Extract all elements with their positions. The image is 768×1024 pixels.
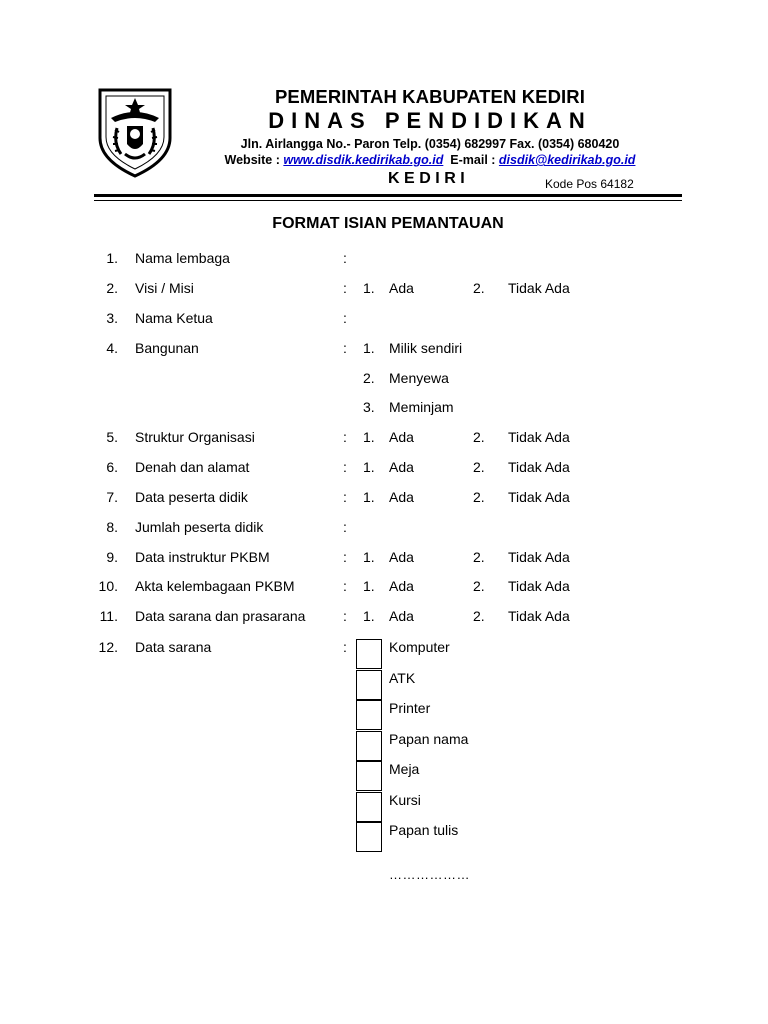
item-colon: : bbox=[343, 608, 347, 624]
sarana-option-label: Kursi bbox=[389, 791, 421, 808]
item-label: Jumlah peserta didik bbox=[135, 519, 264, 535]
option-1-label: Ada bbox=[389, 489, 414, 505]
form-row bbox=[0, 578, 768, 598]
item-label: Nama Ketua bbox=[135, 310, 213, 326]
item-label: Denah dan alamat bbox=[135, 459, 250, 475]
option-2-label: Tidak Ada bbox=[508, 549, 570, 565]
item-number: 6. bbox=[106, 459, 118, 475]
form-row bbox=[0, 399, 768, 419]
letterhead-rule-thick bbox=[94, 194, 682, 197]
item-number: 7. bbox=[106, 489, 118, 505]
option-1-label: Ada bbox=[389, 578, 414, 594]
item-number: 8. bbox=[106, 519, 118, 535]
option-2-label: Tidak Ada bbox=[508, 578, 570, 594]
item-label: Akta kelembagaan PKBM bbox=[135, 578, 295, 594]
option-2-number: 2. bbox=[473, 489, 485, 505]
item-colon: : bbox=[343, 310, 347, 326]
option-1-label: Ada bbox=[389, 608, 414, 624]
sarana-checkbox[interactable] bbox=[356, 822, 382, 852]
more-options-dots: ……………… bbox=[389, 867, 470, 882]
form-row bbox=[0, 370, 768, 390]
form-row bbox=[0, 280, 768, 300]
postal-code: Kode Pos 64182 bbox=[545, 177, 634, 191]
option-1-number: 1. bbox=[363, 429, 375, 445]
item-label: Data sarana dan prasarana bbox=[135, 608, 306, 624]
option-2-number: 2. bbox=[473, 549, 485, 565]
form-row bbox=[0, 310, 768, 330]
item-label: Bangunan bbox=[135, 340, 199, 356]
item-number: 3. bbox=[106, 310, 118, 326]
city-name: KEDIRI bbox=[388, 170, 470, 187]
website-link[interactable]: www.disdik.kedirikab.go.id bbox=[283, 153, 444, 167]
agency-address: Jln. Airlangga No.- Paron Telp. (0354) 682997 Fax. (0354) 680420 bbox=[240, 137, 620, 151]
sarana-option-label: Printer bbox=[389, 700, 431, 716]
option-1-label: Milik sendiri bbox=[389, 340, 463, 356]
option-2-label: Tidak Ada bbox=[508, 280, 570, 296]
form-row bbox=[0, 608, 768, 628]
option-1-number: 1. bbox=[363, 340, 375, 356]
website-label: Website : bbox=[224, 153, 284, 167]
option-1-label: Ada bbox=[389, 429, 414, 445]
option-1-number: 1. bbox=[363, 489, 375, 505]
item-number: 10. bbox=[98, 578, 118, 594]
option-1-number: 1. bbox=[363, 549, 375, 565]
option-2-label: Tidak Ada bbox=[508, 459, 570, 475]
form-row bbox=[0, 340, 768, 360]
option-2-number: 2. bbox=[473, 459, 485, 475]
option-2-number: 2. bbox=[473, 608, 485, 624]
agency-name: DINAS PENDIDIKAN bbox=[268, 108, 592, 133]
sarana-option-label: Meja bbox=[389, 761, 420, 777]
option-2-label: Tidak Ada bbox=[508, 608, 570, 624]
form-row bbox=[0, 549, 768, 569]
item-number: 9. bbox=[106, 549, 118, 565]
sarana-checkbox[interactable] bbox=[356, 700, 382, 730]
email-label: E-mail : bbox=[450, 153, 499, 167]
kediri-regency-emblem bbox=[97, 88, 173, 178]
sarana-option-label: Papan tulis bbox=[389, 822, 459, 838]
form-row bbox=[0, 489, 768, 509]
item-colon: : bbox=[343, 280, 347, 296]
sarana-checkbox[interactable] bbox=[356, 670, 382, 700]
option-2-number: 2. bbox=[473, 578, 485, 594]
item-label: Visi / Misi bbox=[135, 280, 194, 296]
form-row bbox=[0, 429, 768, 449]
item-number: 1. bbox=[106, 250, 118, 266]
option-1-number: 3. bbox=[363, 399, 375, 415]
sarana-option-label: Papan nama bbox=[389, 730, 469, 747]
item-colon: : bbox=[343, 639, 347, 655]
option-1-number: 1. bbox=[363, 280, 375, 296]
option-2-number: 2. bbox=[473, 280, 485, 296]
sarana-checkbox[interactable] bbox=[356, 731, 382, 761]
option-1-number: 1. bbox=[363, 608, 375, 624]
item-number: 12. bbox=[98, 639, 118, 655]
option-2-label: Tidak Ada bbox=[508, 489, 570, 505]
government-name: PEMERINTAH KABUPATEN KEDIRI bbox=[274, 86, 585, 107]
item-colon: : bbox=[343, 519, 347, 535]
option-2-label: Tidak Ada bbox=[508, 429, 570, 445]
form-row bbox=[0, 250, 768, 270]
sarana-option-label: ATK bbox=[389, 669, 416, 686]
item-number: 11. bbox=[99, 608, 118, 624]
letterhead-rule-thin bbox=[94, 200, 682, 201]
item-colon: : bbox=[343, 340, 347, 356]
item-number: 2. bbox=[106, 280, 118, 296]
option-1-number: 1. bbox=[363, 459, 375, 475]
option-2-number: 2. bbox=[473, 429, 485, 445]
contact-line bbox=[180, 153, 680, 167]
item-label: Nama lembaga bbox=[135, 250, 230, 266]
option-1-label: Ada bbox=[389, 280, 414, 296]
item-colon: : bbox=[343, 429, 347, 445]
form-row bbox=[0, 639, 768, 659]
option-1-label: Ada bbox=[389, 549, 414, 565]
item-colon: : bbox=[343, 489, 347, 505]
sarana-checkbox[interactable] bbox=[356, 639, 382, 669]
item-label: Struktur Organisasi bbox=[135, 429, 255, 445]
option-1-number: 1. bbox=[363, 578, 375, 594]
sarana-checkbox[interactable] bbox=[356, 792, 382, 822]
option-1-number: 2. bbox=[363, 370, 375, 386]
item-label: Data instruktur PKBM bbox=[135, 549, 270, 565]
email-link[interactable]: disdik@kedirikab.go.id bbox=[498, 153, 636, 167]
sarana-checkbox[interactable] bbox=[356, 761, 382, 791]
form-title: FORMAT ISIAN PEMANTAUAN bbox=[272, 215, 504, 232]
form-row bbox=[0, 459, 768, 479]
item-number: 5. bbox=[106, 429, 118, 445]
item-label: Data peserta didik bbox=[135, 489, 248, 505]
item-colon: : bbox=[343, 549, 347, 565]
form-row bbox=[0, 519, 768, 539]
sarana-option-label: Komputer bbox=[389, 639, 450, 655]
item-number: 4. bbox=[106, 340, 118, 356]
item-colon: : bbox=[343, 250, 347, 266]
option-1-label: Meminjam bbox=[389, 399, 454, 415]
option-1-label: Menyewa bbox=[389, 370, 449, 386]
item-colon: : bbox=[343, 578, 347, 594]
item-label: Data sarana bbox=[135, 639, 212, 655]
item-colon: : bbox=[343, 459, 347, 475]
option-1-label: Ada bbox=[389, 459, 414, 475]
